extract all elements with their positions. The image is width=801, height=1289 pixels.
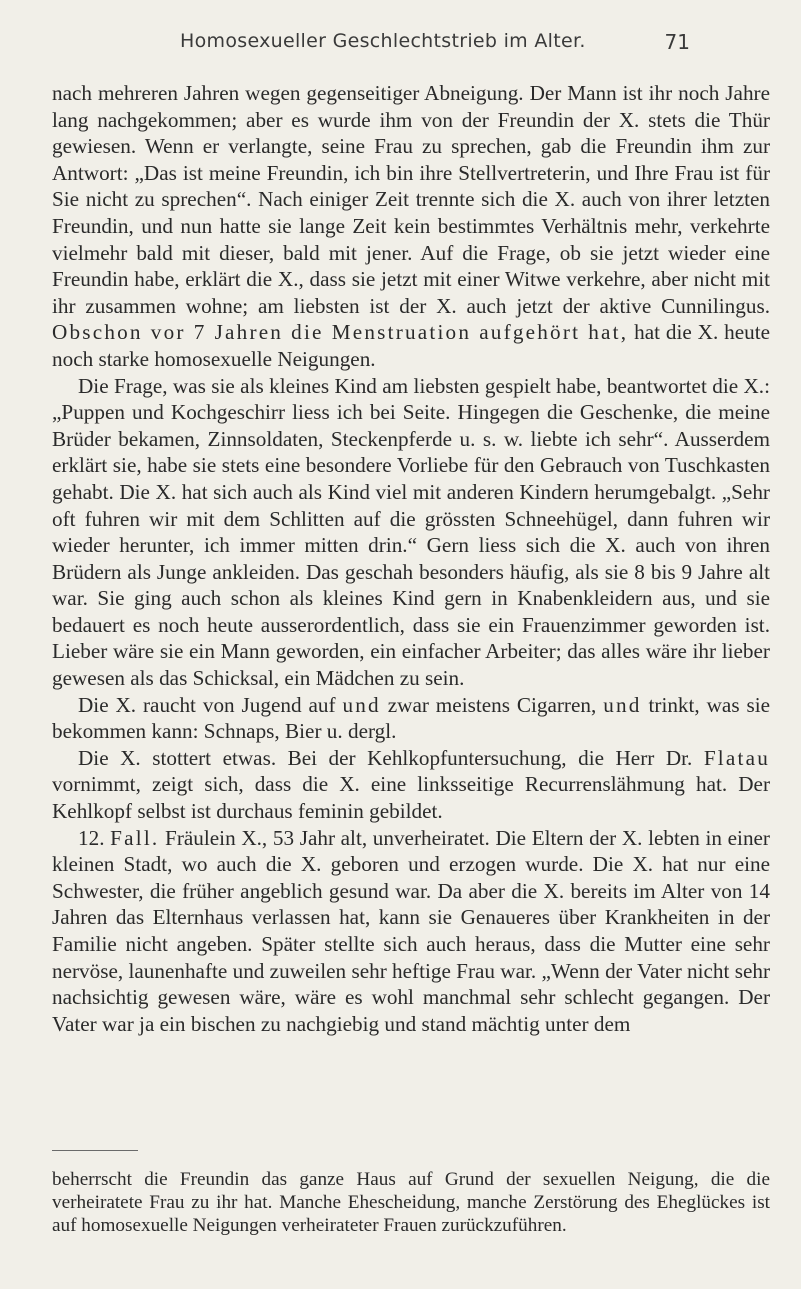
footnote-rule [52,1150,138,1151]
paragraph-3-emphasis-2: und [603,692,642,717]
paragraph-3-end: trinkt, was sie bekommen kann: Schnaps, Bier u. dergl. [52,692,771,744]
footnote-text: beherrscht die Freundin das ganze Haus auf Grund der sexuellen Neigung, die die verheiratete Frau zu ihr hat. Manche Ehescheidung, manche Zerstörung des Eheglückes ist auf homosexuelle Neigungen verheirateter Frauen zurückzuführen. [52,1169,770,1237]
paragraph-5-text: Fräulein X., 53 Jahr alt, unverheiratet. Die Eltern der X. lebten in einer kleinen Stadt, wo auch die X. geboren und erzogen wurde. Die X. hat nur eine Schwester, die früher angeblich gesund war. Da aber die X. bereits im Alter von 14 Jahren das Elternhaus verlassen hat, kann sie Genaueres über Krankheiten in der Familie nicht angeben. Später stellte sich auch heraus, dass die Mutter eine sehr nervöse, launenhafte und zuweilen sehr heftige Frau war. „Wenn der Vater nicht sehr nachsichtig gewesen wäre, wäre es wohl manchmal sehr schlecht gegangen. Der Vater war ja ein bischen zu nachgiebig und stand mächtig unter dem [52,825,771,1036]
paragraph-1 [52,80,770,373]
paragraph-2: Die Frage, was sie als kleines Kind am liebsten gespielt habe, beantwortet die X.: „Puppen und Kochgeschirr liess ich bei Seite. Hingegen die Geschenke, die meine Brüder bekamen, Zinnsoldaten, Steckenpferde u. s. w. liebte ich sehr“. Ausserdem erklärt sie, habe sie stets eine besondere Vorliebe für den Gebrauch von Tuschkasten gehabt. Die X. hat sich auch als Kind viel mit anderen Kindern herumgebalgt. „Sehr oft fuhren wir mit dem Schlitten auf die grössten Schneehügel, dann fuhren wir wieder herunter, ich immer mitten drin.“ Gern liess sich die X. auch von ihren Brüdern als Junge ankleiden. Das geschah besonders häufig, als sie 8 bis 9 Jahre alt war. Sie ging auch schon als kleines Kind gern in Knabenkleidern aus, und sie bedauert es noch heute ausserordentlich, dass sie ein Frauenzimmer geworden ist. Lieber wäre sie ein Mann geworden, ein einfacher Arbeiter; das alles wäre ihr lieber gewesen als das Schicksal, ein Mädchen zu sein. [52,373,770,691]
body-text [52,80,770,1037]
running-title: Homosexueller Geschlechtstrieb im Alter. [180,30,586,52]
footnote [52,1168,770,1238]
running-head [180,30,690,60]
page-number: 71 [664,30,690,54]
paragraph-3 [52,692,770,745]
case-heading: Fall. [110,825,160,850]
paragraph-1-end: hat die X. heute noch starke homosexuelle Neigungen. [52,320,770,371]
paragraph-4-name: Flatau [703,745,770,770]
paragraph-4 [52,745,770,825]
paragraph-5 [52,825,770,1038]
paragraph-3-middle: zwar meistens Cigarren, [380,692,604,717]
paragraph-1-emphasis: Obschon vor 7 Jahren die Menstruation aufgehört hat, [52,320,629,345]
paragraph-3-text: Die X. raucht von Jugend auf [78,692,343,717]
paragraph-3-emphasis-1: und [342,692,381,717]
paragraph-4-end: vornimmt, zeigt sich, dass die X. eine linksseitige Recurrenslähmung hat. Der Kehlkopf selbst ist durchaus feminin gebildet. [52,772,770,824]
case-number: 12. [78,825,111,850]
paragraph-1-text: nach mehreren Jahren wegen gegenseitiger Abneigung. Der Mann ist ihr noch Jahre lang nachgekommen; aber es wurde ihm von der Freundin der X. stets die Thür gewiesen. Wenn er verlangte, seine Frau zu sprechen, gab die Freundin ihm zur Antwort: „Das ist meine Freundin, ich bin ihre Stellvertreterin, und Ihre Frau ist für Sie nicht zu sprechen“. Nach einiger Zeit trennte sich die X. auch von ihrer letzten Freundin, und nun hatte sie lange Zeit kein bestimmtes Verhältnis mehr, verkehrte vielmehr bald mit dieser, bald mit jener. Auf die Frage, ob sie jetzt wieder eine Freundin habe, erklärt die X., dass sie jetzt mit einer Witwe verkehre, aber nicht mit ihr zusammen wohne; am liebsten ist der X. auch jetzt der aktive Cunnilingus. [52,81,770,318]
paragraph-4-text: Die X. stottert etwas. Bei der Kehlkopfuntersuchung, die Herr Dr. [78,745,704,770]
